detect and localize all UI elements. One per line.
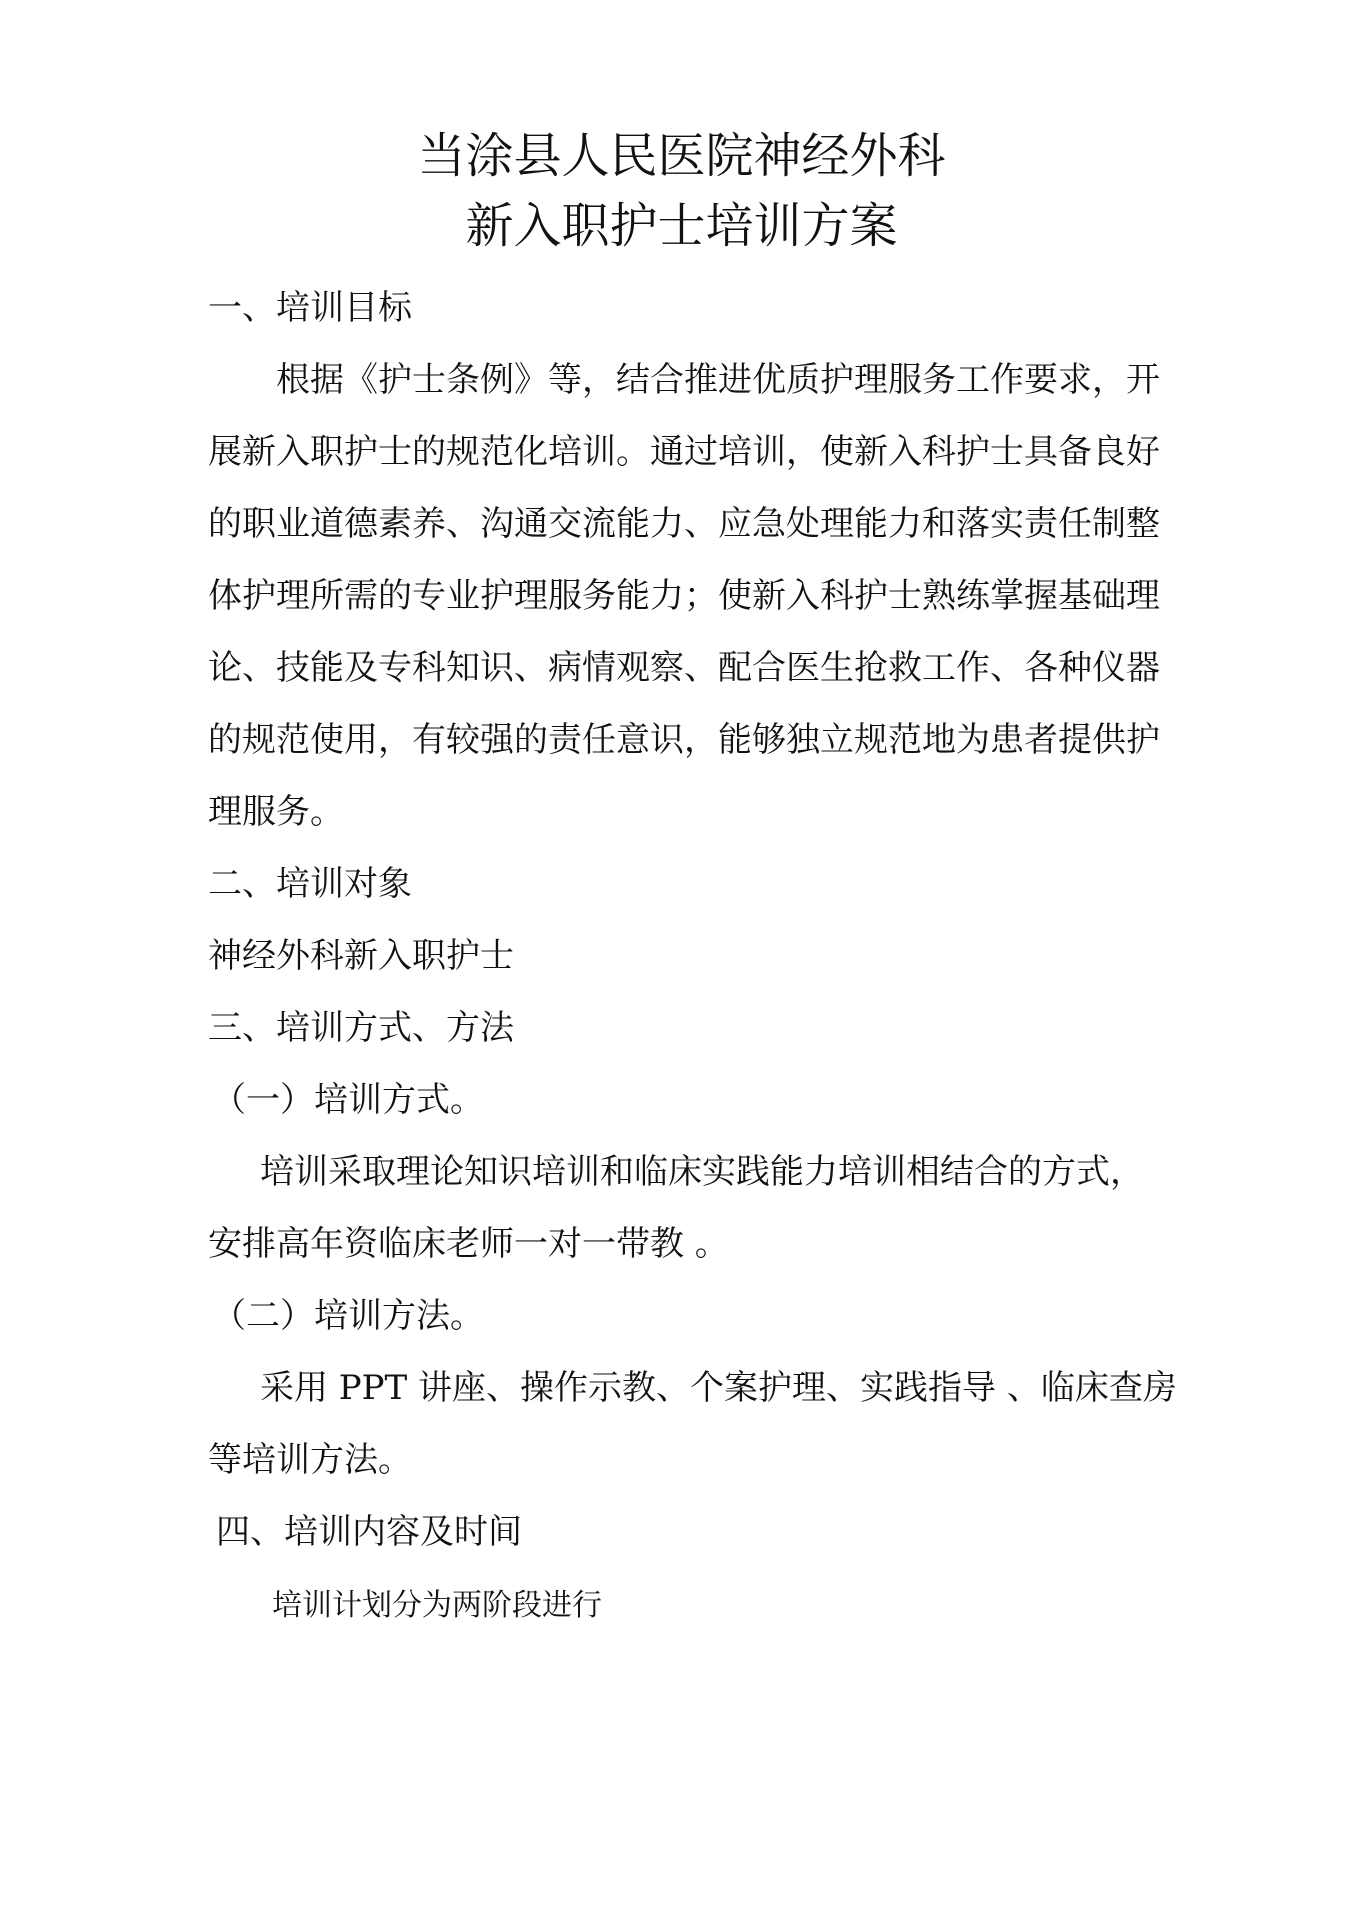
section1-paragraph-line: 根据《护士条例》等，结合推进优质护理服务工作要求，开 [276, 360, 1160, 400]
section4-heading: 四、培训内容及时间 [216, 1512, 522, 1552]
section2-text: 神经外科新入职护士 [208, 936, 514, 976]
section3-sub2-line: 等培训方法。 [208, 1440, 412, 1480]
section3-heading: 三、培训方式、方法 [208, 1008, 514, 1048]
section1-paragraph-line: 展新入职护士的规范化培训。通过培训，使新入科护士具备良好 [208, 432, 1160, 472]
section1-paragraph-line: 的规范使用，有较强的责任意识，能够独立规范地为患者提供护 [208, 720, 1160, 760]
document-title-line1: 当涂县人民医院神经外科 [417, 128, 946, 184]
section3-sub1-heading: （一）培训方式。 [212, 1080, 484, 1120]
section3-sub1-line: 安排高年资临床老师一对一带教 。 [208, 1224, 729, 1264]
section3-sub1-line: 培训采取理论知识培训和临床实践能力培训相结合的方式， [260, 1152, 1144, 1192]
document-title-line2: 新入职护士培训方案 [465, 198, 898, 254]
section1-paragraph-line: 理服务。 [208, 792, 344, 832]
section1-paragraph-line: 体护理所需的专业护理服务能力；使新入科护士熟练掌握基础理 [208, 576, 1160, 616]
section2-heading: 二、培训对象 [208, 864, 412, 904]
section4-text: 培训计划分为两阶段进行 [272, 1588, 602, 1623]
section3-sub2-heading: （二）培训方法。 [212, 1296, 484, 1336]
section1-paragraph-line: 论、技能及专科知识、病情观察、配合医生抢救工作、各种仪器 [208, 648, 1160, 688]
section1-heading: 一、培训目标 [208, 288, 412, 328]
section3-sub2-line: 采用 PPT 讲座、操作示教、个案护理、实践指导 、临床查房 [260, 1368, 1177, 1408]
section1-paragraph-line: 的职业道德素养、沟通交流能力、应急处理能力和落实责任制整 [208, 504, 1160, 544]
